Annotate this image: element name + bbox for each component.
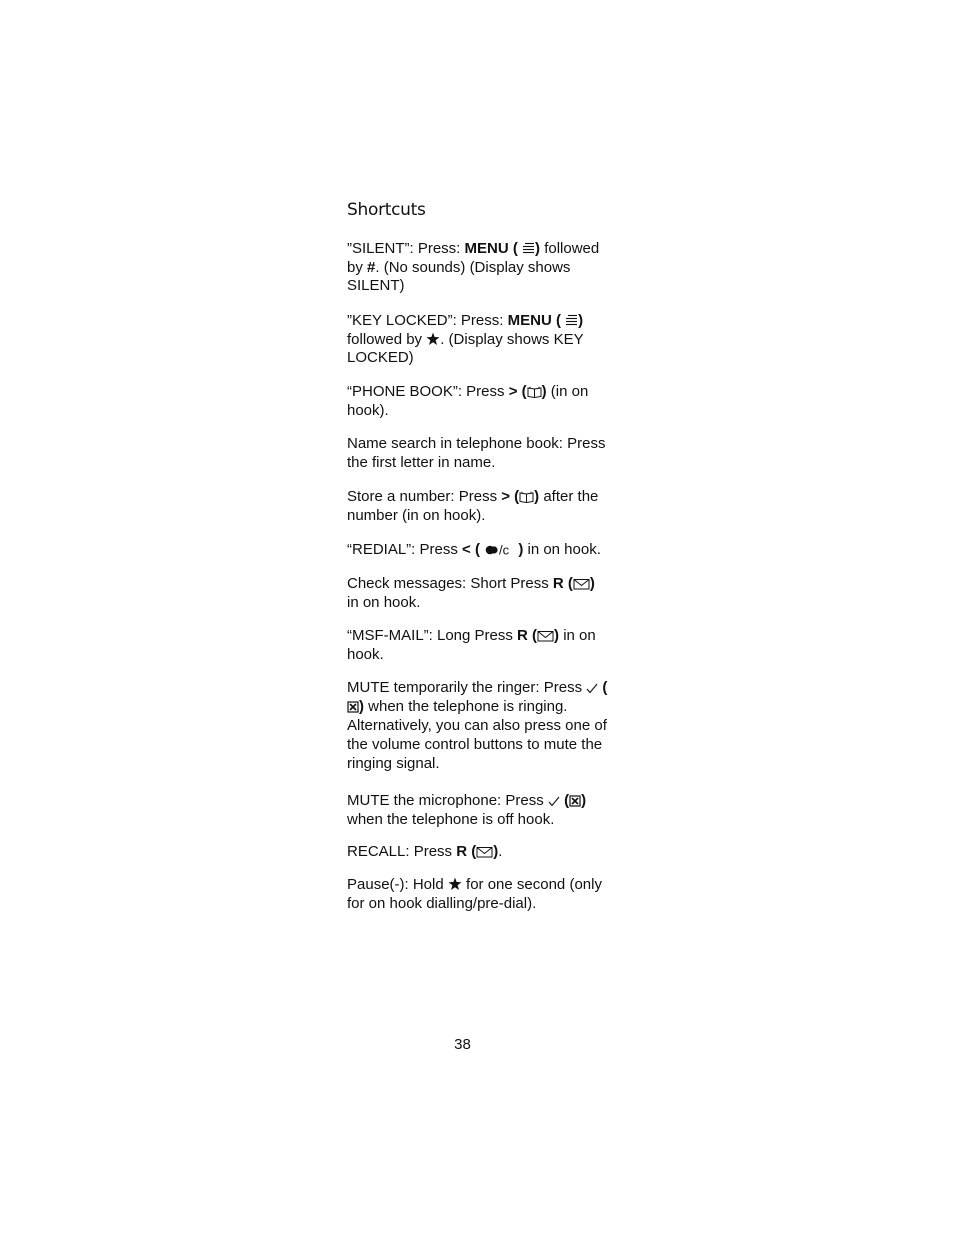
right-key-label: > ( [508, 383, 527, 400]
r-key-label: R ( [517, 627, 538, 644]
mute-key-close: ) [359, 698, 364, 715]
menu-lines-icon [522, 242, 535, 255]
mute-box-icon [569, 795, 581, 807]
shortcut-mute-microphone [347, 792, 609, 829]
r-key-close: ) [554, 627, 560, 644]
shortcut-name-search: Name search in telephone book: Press the first letter in name. [347, 435, 606, 471]
shortcut-msf-mail [347, 627, 609, 664]
pause-text-lead: Pause(-): Hold [347, 876, 448, 893]
right-key-close: ) [541, 383, 547, 400]
mail-text-lead: “MSF-MAIL”: Long Press [347, 627, 518, 644]
redial-c-icon [484, 542, 514, 556]
left-key-close: ) [518, 541, 524, 558]
mute-key-close: ) [581, 792, 587, 809]
mute-ringer-text-lead: MUTE temporarily the ringer: Press [347, 679, 587, 696]
shortcut-key-locked [347, 312, 609, 368]
messages-text-tail: in on hook. [347, 593, 421, 611]
silent-text-mid: followed by [347, 240, 600, 276]
shortcut-recall [347, 843, 609, 862]
r-key-close: ) [589, 575, 595, 592]
right-key-label: > ( [501, 488, 520, 505]
menu-key-close: ) [535, 240, 541, 257]
keylock-text-lead: ”KEY LOCKED”: Press: [347, 312, 508, 329]
section-heading: Shortcuts [347, 200, 426, 220]
shortcut-mute-ringer [347, 678, 609, 773]
phonebook-text-lead: “PHONE BOOK”: Press [347, 383, 509, 400]
left-key-label: < ( [462, 541, 480, 558]
right-key-close: ) [534, 488, 540, 505]
redial-text-tail: in on hook. [523, 541, 601, 558]
phone-book-icon [519, 491, 534, 503]
check-key-icon [586, 683, 598, 694]
shortcut-redial [347, 541, 609, 560]
mute-box-icon [347, 701, 359, 713]
mute-ringer-text-tail: when the telephone is ringing. Alternatively, you can also press one of the volume control buttons to mute the ringing signal. [347, 698, 607, 772]
menu-key-label: MENU ( [507, 312, 561, 329]
keylock-text-mid: followed by [347, 330, 427, 348]
shortcut-check-messages [347, 575, 609, 612]
mail-text-tail: in on hook. [347, 627, 596, 663]
phonebook-text-tail: (in on hook). [347, 383, 589, 419]
menu-key-close: ) [578, 312, 584, 329]
store-text-tail: after the number (in on hook). [347, 488, 599, 524]
envelope-icon [573, 578, 590, 590]
shortcut-silent [347, 240, 609, 296]
phone-book-icon [527, 386, 542, 398]
shortcut-store-number [347, 488, 609, 525]
envelope-icon [476, 846, 493, 858]
star-key-icon [448, 877, 462, 891]
redial-text-lead: “REDIAL”: Press [347, 541, 463, 558]
envelope-icon [537, 630, 554, 642]
mute-mic-text-lead: MUTE the microphone: Press [347, 792, 548, 809]
menu-lines-icon [565, 314, 578, 327]
pause-text-tail: for one second (only for on hook dialling/pre-dial). [347, 876, 602, 912]
keylock-text-tail: . (Display shows KEY LOCKED) [347, 330, 584, 366]
recall-text-tail: . [498, 843, 503, 860]
silent-text-lead: ”SILENT”: Press: [347, 240, 465, 257]
mute-key-open: ( [564, 792, 570, 809]
mute-mic-text-tail: when the telephone is off hook. [347, 810, 555, 828]
svg-text:/c: /c [499, 542, 510, 556]
r-key-label: R ( [552, 575, 573, 592]
menu-key-label: MENU ( [464, 240, 518, 257]
page-number: 38 [454, 1036, 471, 1053]
r-key-close: ) [493, 843, 499, 860]
silent-text-tail: . (No sounds) (Display shows SILENT) [347, 258, 571, 294]
check-key-icon [548, 796, 560, 807]
shortcut-pause [347, 876, 609, 913]
shortcut-phone-book [347, 383, 609, 420]
r-key-label: R ( [456, 843, 477, 860]
mute-key-open: ( [602, 679, 608, 696]
store-text-lead: Store a number: Press [347, 488, 502, 505]
messages-text-lead: Check messages: Short Press [347, 575, 553, 592]
star-key-icon [426, 332, 440, 346]
hash-key-label: # [367, 258, 376, 276]
recall-text-lead: RECALL: Press [347, 843, 457, 860]
